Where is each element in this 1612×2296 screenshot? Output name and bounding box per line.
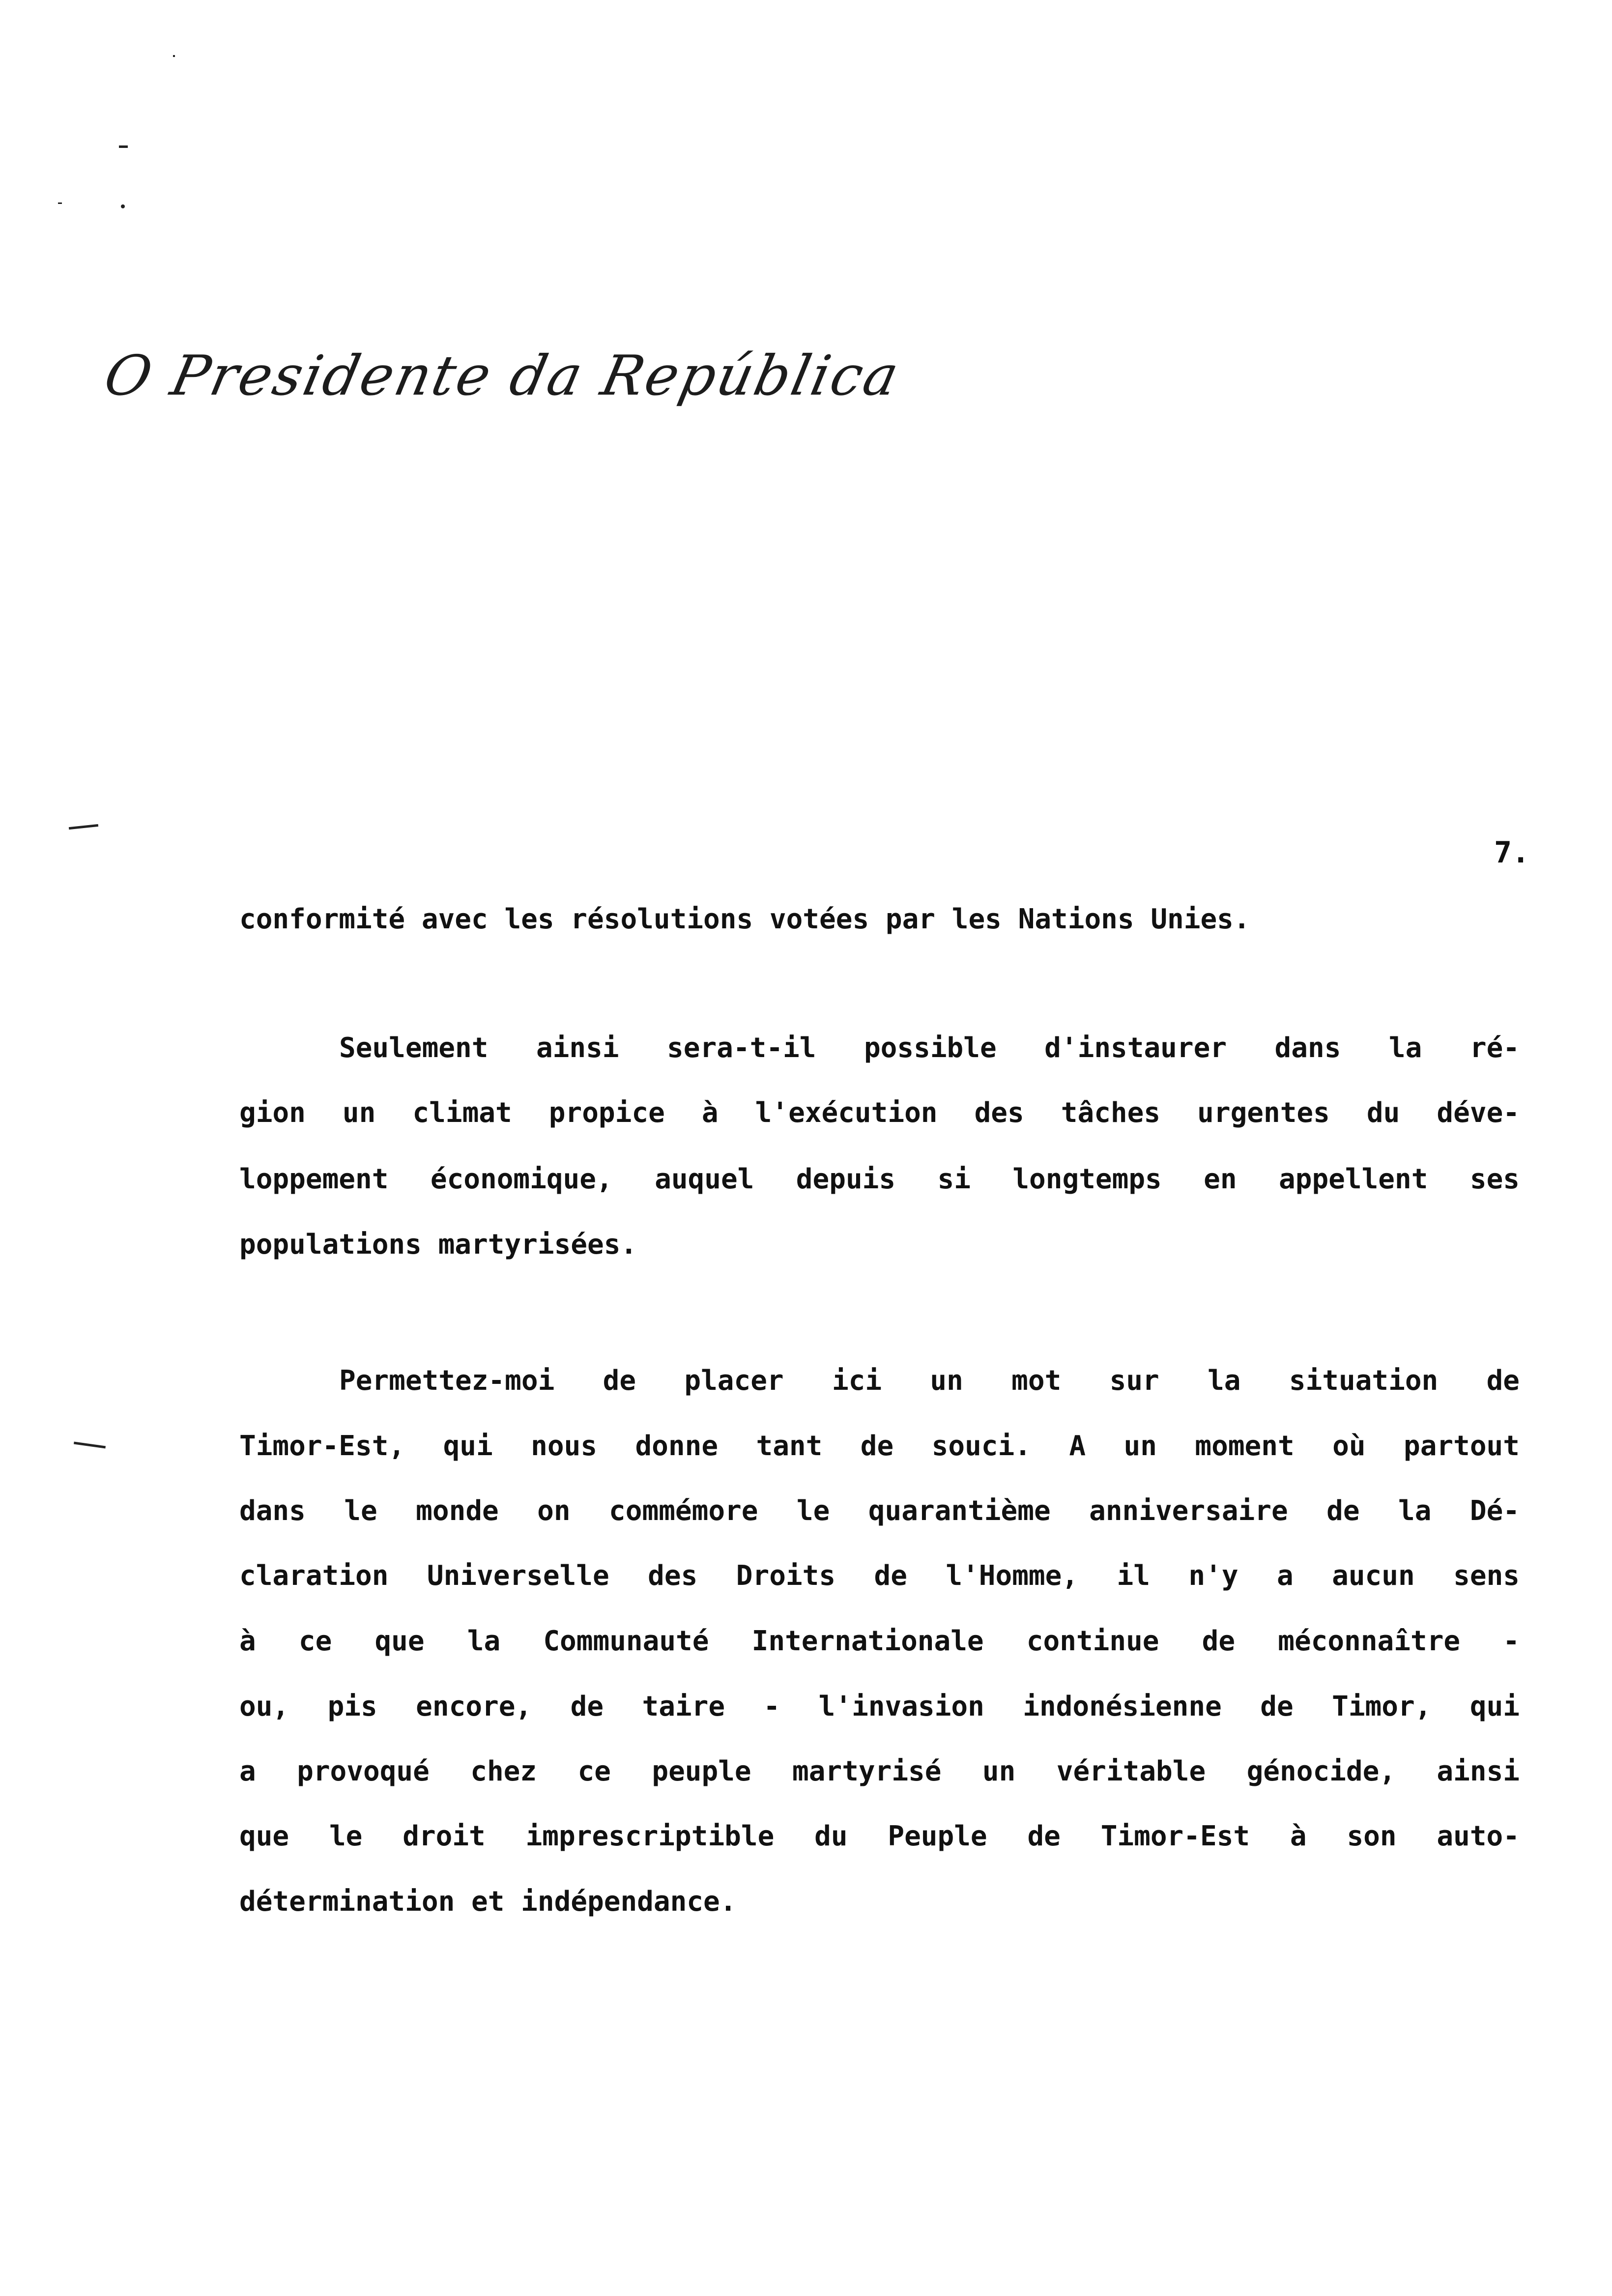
scan-mark bbox=[69, 824, 98, 830]
letterhead: O Presidente da República bbox=[99, 344, 906, 408]
text-line: a provoqué chez ce peuple martyrisé un véritable génocide, ainsi bbox=[239, 1755, 1520, 1787]
scan-mark bbox=[173, 55, 175, 57]
text-line: à ce que la Communauté Internationale continue de méconnaître - bbox=[239, 1625, 1520, 1657]
scan-mark bbox=[121, 204, 125, 208]
text-line: Permettez-moi de placer ici un mot sur la situation de bbox=[339, 1365, 1520, 1397]
text-line: gion un climat propice à l'exécution des tâches urgentes du déve- bbox=[239, 1097, 1520, 1129]
text-line: détermination et indépendance. bbox=[239, 1886, 737, 1918]
text-line: loppement économique, auquel depuis si longtemps en appellent ses bbox=[239, 1163, 1520, 1195]
text-line: Timor-Est, qui nous donne tant de souci. A un moment où partout bbox=[239, 1430, 1520, 1462]
scan-mark bbox=[74, 1442, 106, 1449]
scan-mark bbox=[119, 145, 128, 148]
text-line: populations martyrisées. bbox=[239, 1229, 637, 1261]
text-line: dans le monde on commémore le quarantième anniversaire de la Dé- bbox=[239, 1495, 1520, 1527]
text-line: ou, pis encore, de taire - l'invasion indonésienne de Timor, qui bbox=[239, 1691, 1520, 1722]
scan-mark bbox=[58, 202, 62, 204]
text-line: que le droit imprescriptible du Peuple de Timor-Est à son auto- bbox=[239, 1820, 1520, 1852]
text-line: Seulement ainsi sera-t-il possible d'instaurer dans la ré- bbox=[339, 1032, 1520, 1064]
page-number: 7. bbox=[1494, 835, 1530, 870]
text-line: conformité avec les résolutions votées par les Nations Unies. bbox=[239, 903, 1250, 935]
text-line: claration Universelle des Droits de l'Homme, il n'y a aucun sens bbox=[239, 1560, 1520, 1592]
